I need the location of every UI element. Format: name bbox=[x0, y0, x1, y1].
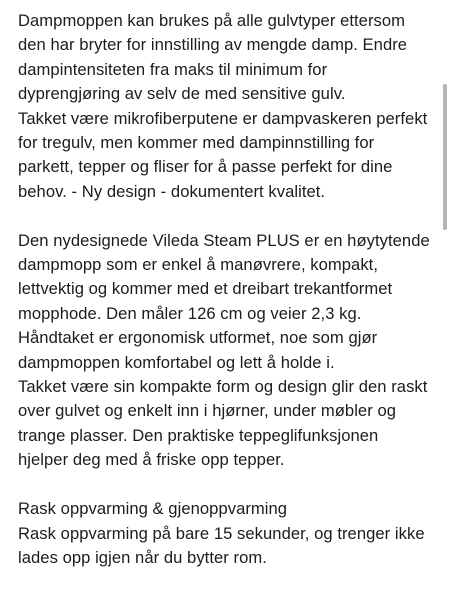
text-line: dyprengjøring av selv de med sensitive gulv. bbox=[18, 84, 346, 104]
text-line: for tregulv, men kommer med dampinnstilling for bbox=[18, 133, 375, 153]
text-line: dampmoppen komfortabel og lett å holde i. bbox=[18, 352, 335, 372]
text-line: mopphode. Den måler 126 cm og veier 2,3 kg. bbox=[18, 303, 362, 323]
description-paragraph-design bbox=[18, 229, 442, 473]
text-line: Takket være sin kompakte form og design glir den raskt bbox=[18, 377, 428, 397]
text-line: Den nydesignede Vileda Steam PLUS er en høytytende bbox=[18, 230, 430, 250]
text-line: Takket være mikrofiberputene er dampvaskeren perfekt bbox=[18, 108, 428, 128]
text-line: trange plasser. Den praktiske teppeglifunksjonen bbox=[18, 425, 379, 445]
text-line: Håndtaket er ergonomisk utformet, noe som gjør bbox=[18, 328, 378, 348]
description-paragraph-features bbox=[18, 9, 442, 204]
text-line: lades opp igjen når du bytter rom. bbox=[18, 547, 267, 567]
product-description bbox=[18, 9, 442, 595]
text-line: dampmopp som er enkel å manøvrere, kompakt, bbox=[18, 255, 378, 275]
text-line: over gulvet og enkelt inn i hjørner, under møbler og bbox=[18, 401, 397, 421]
text-line: hjelper deg med å friske opp tepper. bbox=[18, 450, 285, 470]
text-line: dampintensiteten fra maks til minimum for bbox=[18, 59, 328, 79]
text-line: Rask oppvarming på bare 15 sekunder, og trenger ikke bbox=[18, 523, 425, 543]
text-line: den har bryter for innstilling av mengde damp. Endre bbox=[18, 35, 408, 55]
text-line: Rask oppvarming & gjenoppvarming bbox=[18, 499, 288, 519]
text-line: lettvektig og kommer med et dreibart trekantformet bbox=[18, 279, 393, 299]
text-line: behov. - Ny design - dokumentert kvalitet. bbox=[18, 181, 326, 201]
text-line: parkett, tepper og fliser for å passe perfekt for dine bbox=[18, 157, 393, 177]
text-line: Dampmoppen kan brukes på alle gulvtyper ettersom bbox=[18, 11, 406, 30]
description-paragraph-heating bbox=[18, 497, 442, 570]
vertical-scrollbar[interactable] bbox=[443, 84, 447, 230]
